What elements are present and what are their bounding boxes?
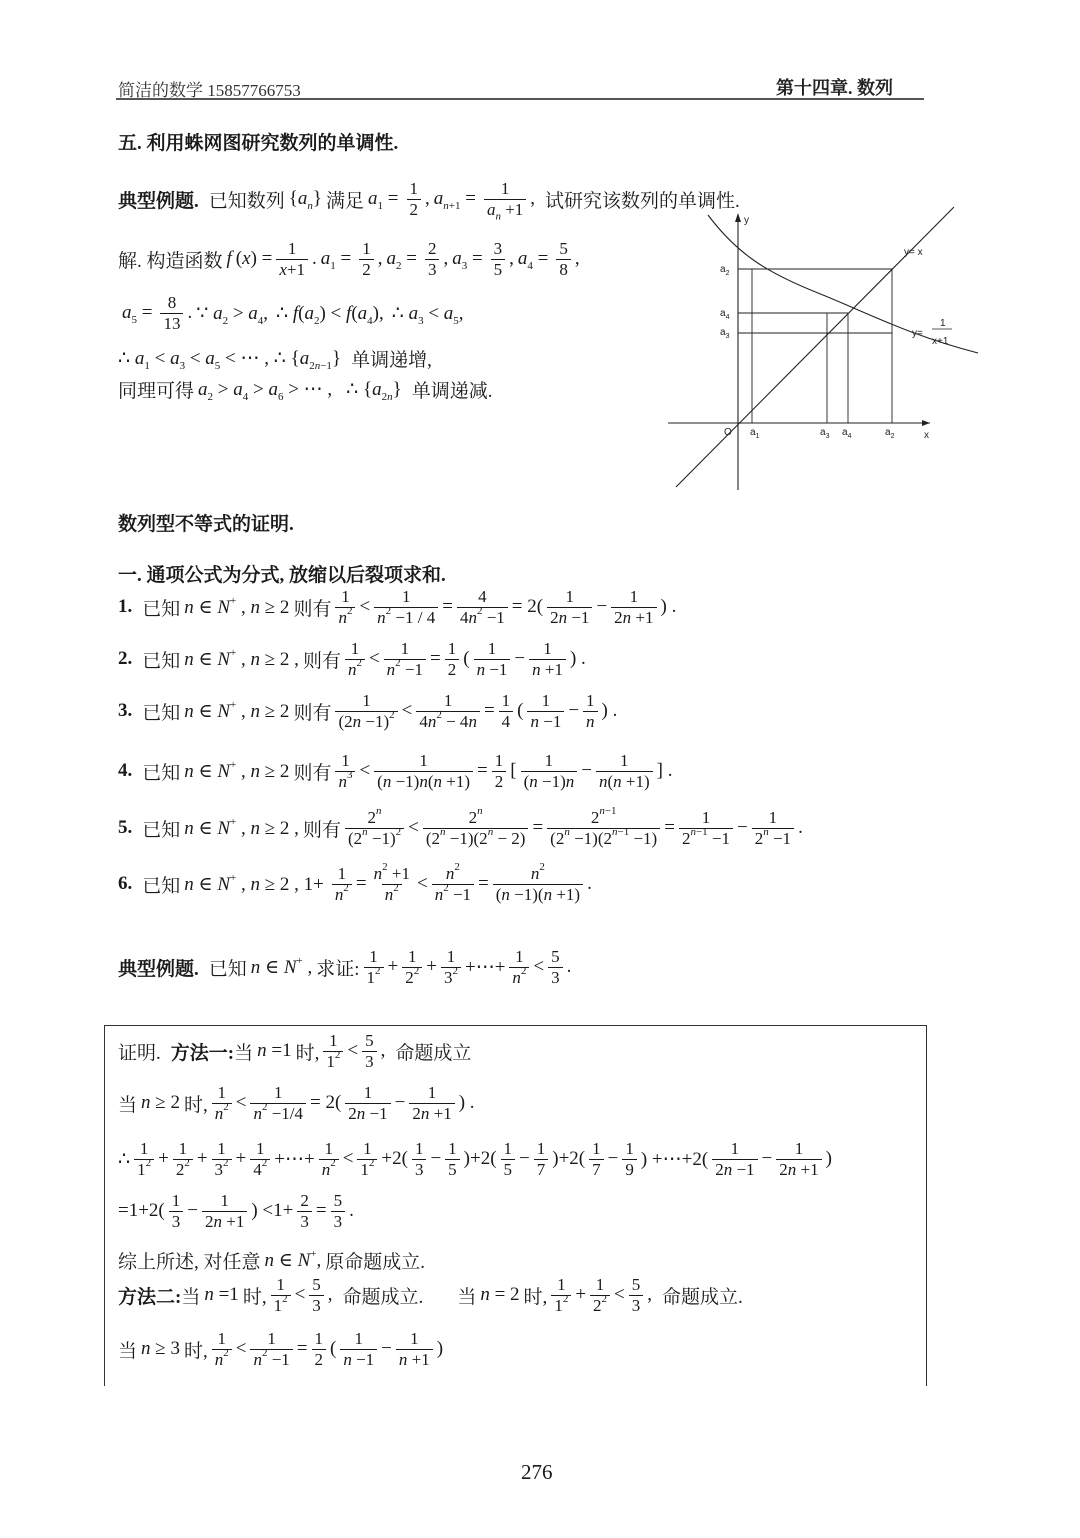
example1-text-b: 满足 <box>326 190 365 212</box>
x-axis-arrow <box>922 420 930 426</box>
proof-when1: 当 <box>234 1042 254 1064</box>
ineq-item-1: 1. 已知 n ∈ N+ , n ≥ 2 则有 $\frac{1}{n^2}$ < $\frac{1}{n^2 -1 / 4}$ = $\frac{4}{4n^2 -1}$ = 2( $\frac{1}{2n -1}$ − $\frac{1}{2n +1}$ ) . <box>118 587 677 627</box>
proof-established3: 命题成立. <box>662 1286 743 1308</box>
label-y: y <box>744 215 749 226</box>
proof-line6: 方法二: 当 n =1 时, $\frac{1}{1^2}$ < $\frac{5}{3}$ , 命题成立. 当 n = 2 时, $\frac{1}{1^2}$ + $\frac{1}{2^2}$ < $\frac{5}{3}$ , 命题成立. <box>118 1275 743 1315</box>
item4-cond: 则有 <box>293 762 332 784</box>
item1-cond: 则有 <box>293 598 332 620</box>
ineq-title: 数列型不等式的证明. <box>118 514 294 535</box>
example1-text-a: 已知数列 <box>208 190 285 212</box>
label-curve-den: x+1 <box>932 336 949 347</box>
proof-established1: 命题成立 <box>395 1042 472 1064</box>
solution-inc-text: 单调递增, <box>351 350 432 371</box>
example1-line: 典型例题. 已知数列 $\{a_n\}$ 满足 $a_1$ = $\frac{1}{2}$ , $a_{n+1}$ = $\frac{1}{a_n +1}$ , 试研究该数列的单调性. <box>118 179 740 223</box>
proof-shi5: 时, <box>183 1340 208 1362</box>
label-a2-x: $a_2$ <box>885 427 895 440</box>
item1-num: 1. <box>118 596 133 618</box>
proof-established2: 命题成立. <box>342 1286 424 1308</box>
item4-pre: 已知 <box>142 762 181 784</box>
label-a4-y: $a_4$ <box>720 308 730 321</box>
proof-shi3: 时, <box>242 1286 267 1308</box>
item5-num: 5. <box>118 817 133 839</box>
item3-pre: 已知 <box>142 702 181 724</box>
page-number: 276 <box>521 1460 553 1484</box>
item6-pre: 已知 <box>142 875 181 897</box>
solution-dec-text: 单调递减. <box>411 381 493 402</box>
item4-num: 4. <box>118 760 133 782</box>
proof-line7: 当 n ≥ 3 时, $\frac{1}{n^2}$ < $\frac{1}{n^2 -1}$ = $\frac{1}{2}$ ( $\frac{1}{n -1}$ − $\frac{1}{n +1}$ ) <box>118 1329 444 1369</box>
proof-summary: 综上所述, 对任意 <box>118 1252 261 1273</box>
proof-shi2: 时, <box>183 1094 208 1116</box>
header-chapter: 第十四章. 数列 <box>776 78 893 98</box>
label-a1-x: $a_1$ <box>750 427 760 440</box>
label-y-eq-x: y= x <box>904 247 923 258</box>
ineq-item-3: 3. 已知 n ∈ N+ , n ≥ 2 则有 $\frac{1}{(2n -1)^2}$ < $\frac{1}{4n^2 - 4n}$ = $\frac{1}{4}$ ( $\frac{1}{n -1}$ − $\frac{1}{n}$ ) . <box>118 691 618 731</box>
item2-pre: 已知 <box>142 650 181 672</box>
solution-line2: $a_5$ = $\frac{8}{13}$ . ∵ $a_2 > a_4$, ∴ $f(a_2) < f(a_4)$, ∴ $a_3 < a_5$, <box>122 293 464 333</box>
item6-num: 6. <box>118 873 133 895</box>
example1-text-c: 试研究该数列的单调性. <box>545 190 740 212</box>
proof-method1: 方法一: <box>170 1042 235 1064</box>
example2-text-a: 已知 <box>208 958 247 980</box>
item2-num: 2. <box>118 648 133 670</box>
proof-line1: 证明. 方法一: 当 n =1 时, $\frac{1}{1^2}$ < $\frac{5}{3}$ , 命题成立 <box>118 1031 472 1071</box>
proof-line3: ∴ $\frac{1}{1^2}$ + $\frac{1}{2^2}$ + $\frac{1}{3^2}$ + $\frac{1}{4^2}$ +⋯+ $\frac{1}{n^2}$ < $\frac{1}{1^2}$ +2( $\frac{1}{3}$ − $\frac{1}{5}$ )+2( $\frac{1}{5}$ − $\frac{1}{7}$ )+2( $\frac{1}{7}$ − $\frac{1}{9}$ ) +⋯+2( $\frac{1}{2n -1}$ − $\frac{1}{2n +1}$ ) <box>118 1139 832 1179</box>
proof-shi4: 时, <box>523 1286 548 1308</box>
label-a2-y: $a_2$ <box>720 264 730 277</box>
solution-line3: ∴ $a_1 < a_3 < a_5$ < ⋯ , ∴ $\{a_{2n-1}\}$ 单调递增, <box>118 345 432 372</box>
ineq-subtitle: 一. 通项公式为分式, 放缩以后裂项求和. <box>118 565 446 586</box>
proof-line5: 综上所述, 对任意 n ∈ N+, 原命题成立. <box>118 1247 426 1273</box>
ineq-item-6: 6. 已知 n ∈ N+ , n ≥ 2 , 1+ $\frac{1}{n^2}$ = $\frac{n^2 +1}{n^2}$ < $\frac{n^2}{n^2 -1}$ = $\frac{n^2}{(n -1)(n +1)}$ . <box>118 861 592 904</box>
proof-line2: 当 n ≥ 2 时, $\frac{1}{n^2}$ < $\frac{1}{n^2 -1/4}$ = 2( $\frac{1}{2n -1}$ − $\frac{1}{2n +1}$ ) . <box>118 1083 475 1123</box>
proof-shi1: 时, <box>295 1042 320 1064</box>
example2-text-b: 求证: <box>316 958 360 980</box>
example2-line: 典型例题. 已知 n ∈ N+ , 求证: $\frac{1}{1^2}$ + $\frac{1}{2^2}$ + $\frac{1}{3^2}$ +⋯+ $\frac{1}{n^2}$ < $\frac{5}{3}$ . <box>118 947 572 987</box>
proof-when4: 当 <box>457 1286 477 1308</box>
example2-label: 典型例题. <box>118 958 199 980</box>
item5-pre: 已知 <box>142 819 181 841</box>
proof-method2: 方法二: <box>118 1286 182 1308</box>
label-a3-x: $a_3$ <box>820 427 830 440</box>
label-origin: O <box>724 427 732 438</box>
y-axis-arrow <box>735 213 741 222</box>
label-curve-num: 1 <box>940 318 946 329</box>
proof-when3: 当 <box>181 1286 201 1308</box>
solution-line1: 解. 构造函数 f ( x ) = $\frac{1}{x+1}$ . $a_1$ = $\frac{1}{2}$ , $a_2$ = $\frac{2}{3}$ , $a_3$ = $\frac{3}{5}$ , $a_4$ = $\frac{5}{8}$ , <box>118 239 580 279</box>
curve-reciprocal <box>708 215 978 353</box>
section5-title: 五. 利用蛛网图研究数列的单调性. <box>118 133 399 154</box>
item5-cond: 则有 <box>302 819 341 841</box>
proof-when5: 当 <box>118 1340 138 1362</box>
label-a4-x: $a_4$ <box>842 427 852 440</box>
label-a3-y: $a_3$ <box>720 327 730 340</box>
item3-cond: 则有 <box>293 702 332 724</box>
solution-line4: 同理可得 $a_2 > a_4 > a_6$ > ⋯ , ∴ $\{a_{2n}\}$ 单调递减. <box>118 376 493 403</box>
ineq-item-5: 5. 已知 n ∈ N+ , n ≥ 2 , 则有 $\frac{2^n}{(2^n -1)^2}$ < $\frac{2^n}{(2^n -1)(2^n - 2)}$ = $\frac{2^{n-1}}{(2^n -1)(2^{n-1} -1)}$ = $\frac{1}{2^{n-1} -1}$ − $\frac{1}{2^n -1}$ . <box>118 805 803 848</box>
item1-pre: 已知 <box>142 598 181 620</box>
item3-num: 3. <box>118 700 133 722</box>
item2-cond: 则有 <box>302 650 341 672</box>
label-x: x <box>924 430 929 441</box>
proof-line4: =1+2( $\frac{1}{3}$ − $\frac{1}{2n +1}$ ) <1+ $\frac{2}{3}$ = $\frac{5}{3}$ . <box>118 1191 354 1231</box>
solution-same-text: 同理可得 <box>118 381 195 402</box>
ineq-item-2: 2. 已知 n ∈ N+ , n ≥ 2 , 则有 $\frac{1}{n^2}$ < $\frac{1}{n^2 -1}$ = $\frac{1}{2}$ ( $\frac{1}{n -1}$ − $\frac{1}{n +1}$ ) . <box>118 639 586 679</box>
header-author: 简洁的数学 15857766753 <box>118 81 301 100</box>
proof-summary-b: 原命题成立. <box>325 1252 426 1273</box>
cobweb-graph <box>668 205 980 490</box>
proof-intro: 证明. <box>118 1042 161 1064</box>
example1-label: 典型例题. <box>118 190 199 212</box>
ineq-item-4: 4. 已知 n ∈ N+ , n ≥ 2 则有 $\frac{1}{n^3}$ < $\frac{1}{(n -1)n(n +1)}$ = $\frac{1}{2}$ [ $\frac{1}{(n -1)n}$ − $\frac{1}{n(n +1)}$ ] . <box>118 751 673 791</box>
header-rule <box>116 98 924 100</box>
proof-when2: 当 <box>118 1094 138 1116</box>
solution-label: 解. 构造函数 <box>118 250 223 272</box>
label-curve-y: y= <box>912 328 923 339</box>
